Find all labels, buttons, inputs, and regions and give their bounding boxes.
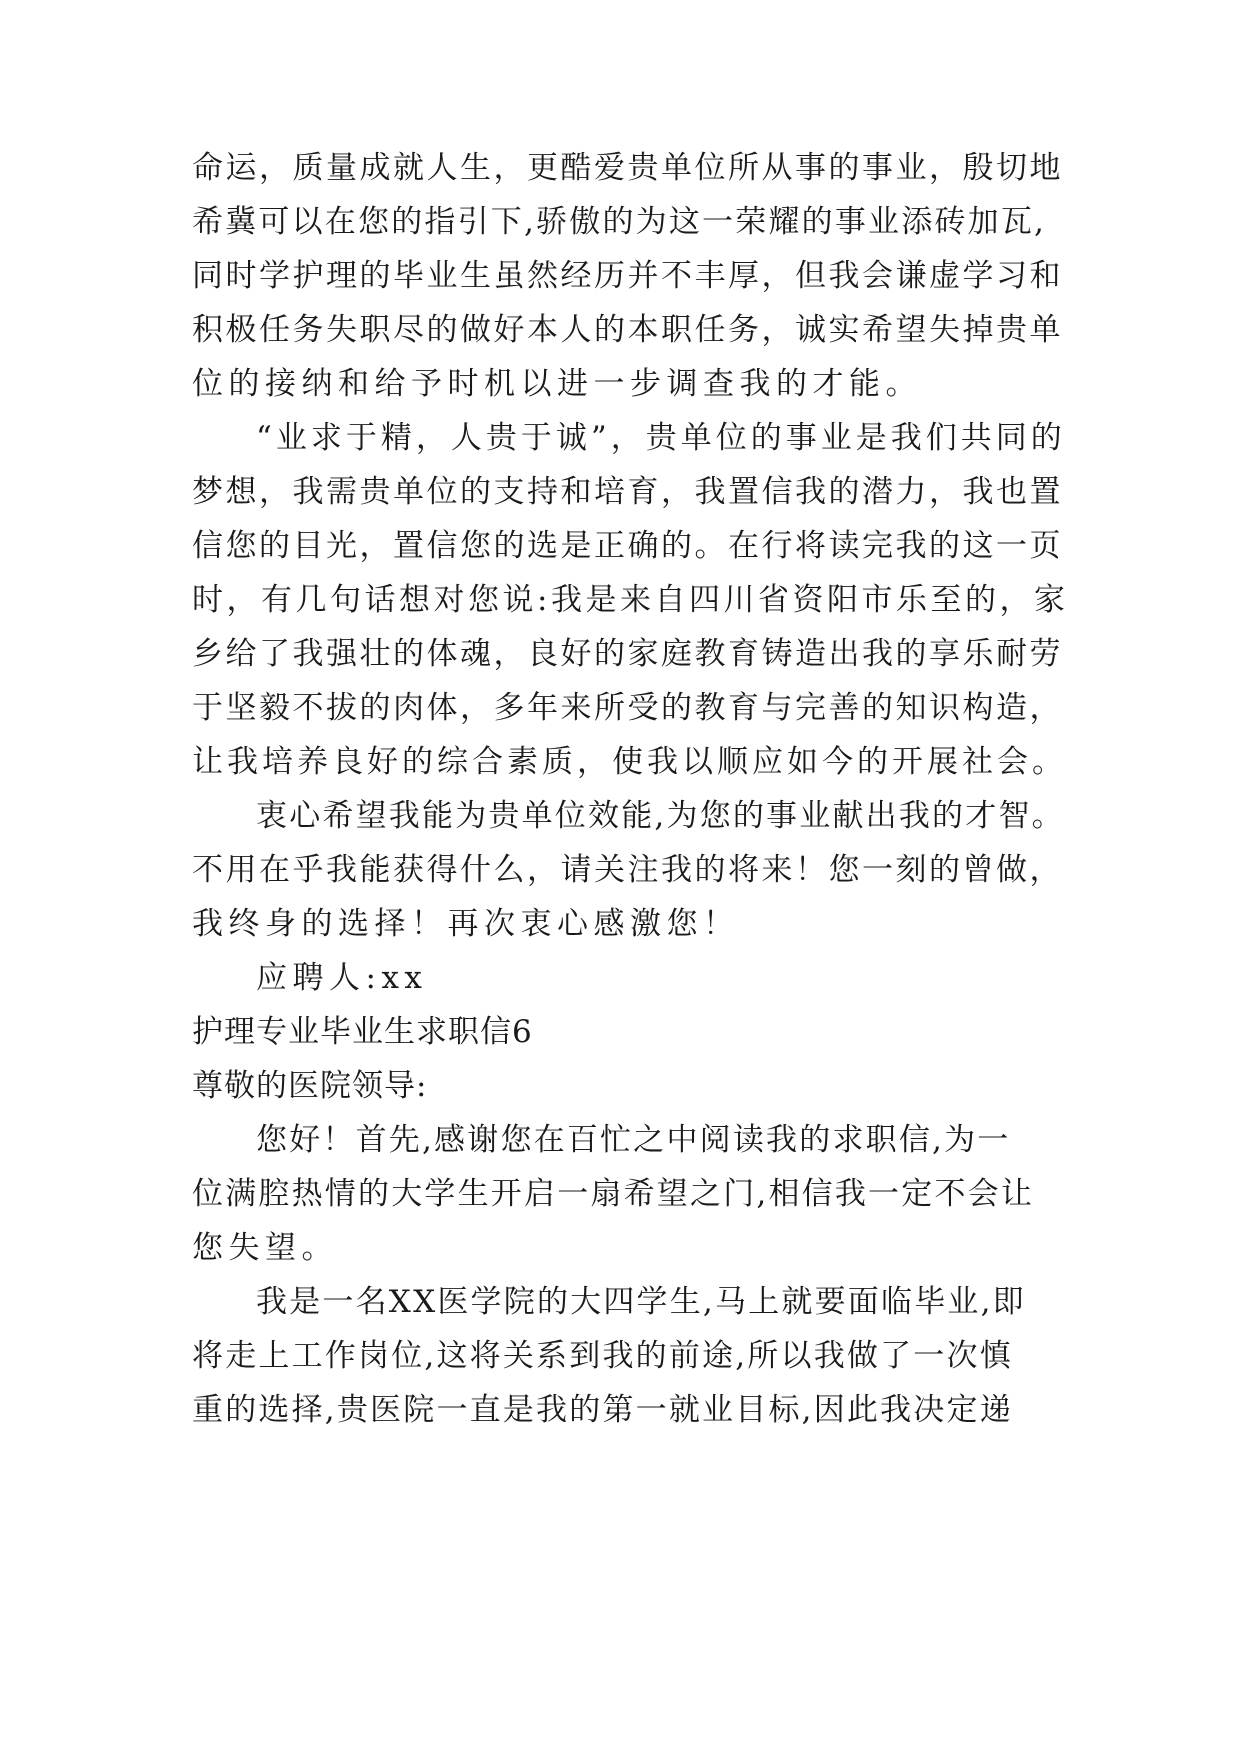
text-line: 命运，质量成就人生，更酷爱贵单位所从事的事业，殷切地 xyxy=(192,150,1063,186)
text-line: 衷心希望我能为贵单位效能,为您的事业献出我的才智。 xyxy=(256,798,1065,834)
section-title: 护理专业毕业生求职信6 xyxy=(192,1014,533,1050)
text-line: 梦想，我需贵单位的支持和培育，我置信我的潜力，我也置 xyxy=(192,474,1063,510)
signature-line: 应聘人:xx xyxy=(256,960,428,996)
text-line: 重的选择,贵医院一直是我的第一就业目标,因此我决定递 xyxy=(192,1392,1013,1428)
text-line: 同时学护理的毕业生虽然经历并不丰厚，但我会谦虚学习和 xyxy=(192,258,1063,294)
text-line: 位的接纳和给予时机以进一步调查我的才能。 xyxy=(192,366,922,402)
text-line: 将走上工作岗位,这将关系到我的前途,所以我做了一次慎 xyxy=(192,1338,1013,1374)
text-line: “业求于精，人贵于诚”，贵单位的事业是我们共同的 xyxy=(256,420,1066,456)
text-line: 让我培养良好的综合素质，使我以顺应如今的开展社会。 xyxy=(192,744,1067,780)
text-line: 不用在乎我能获得什么，请关注我的将来！您一刻的曾做， xyxy=(192,852,1063,888)
text-line: 积极任务失职尽的做好本人的本职任务，诚实希望失掉贵单 xyxy=(192,312,1063,348)
text-line: 我是一名XX医学院的大四学生,马上就要面临毕业,即 xyxy=(256,1284,1026,1320)
text-line: 我终身的选择！再次衷心感激您！ xyxy=(192,906,740,942)
text-line: 希冀可以在您的指引下,骄傲的为这一荣耀的事业添砖加瓦, xyxy=(192,204,1047,240)
text-line: 您好！首先,感谢您在百忙之中阅读我的求职信,为一 xyxy=(256,1122,1011,1158)
text-line: 位满腔热情的大学生开启一扇希望之门,相信我一定不会让 xyxy=(192,1176,1035,1212)
text-line: 您失望。 xyxy=(192,1230,338,1266)
text-line: 信您的目光，置信您的选是正确的。在行将读完我的这一页 xyxy=(192,528,1063,564)
text-line: 于坚毅不拔的肉体，多年来所受的教育与完善的知识构造， xyxy=(192,690,1063,726)
text-line: 时，有几句话想对您说:我是来自四川省资阳市乐至的，家 xyxy=(192,582,1069,618)
text-line: 乡给了我强壮的体魂，良好的家庭教育铸造出我的享乐耐劳 xyxy=(192,636,1063,672)
salutation: 尊敬的医院领导: xyxy=(192,1068,428,1104)
